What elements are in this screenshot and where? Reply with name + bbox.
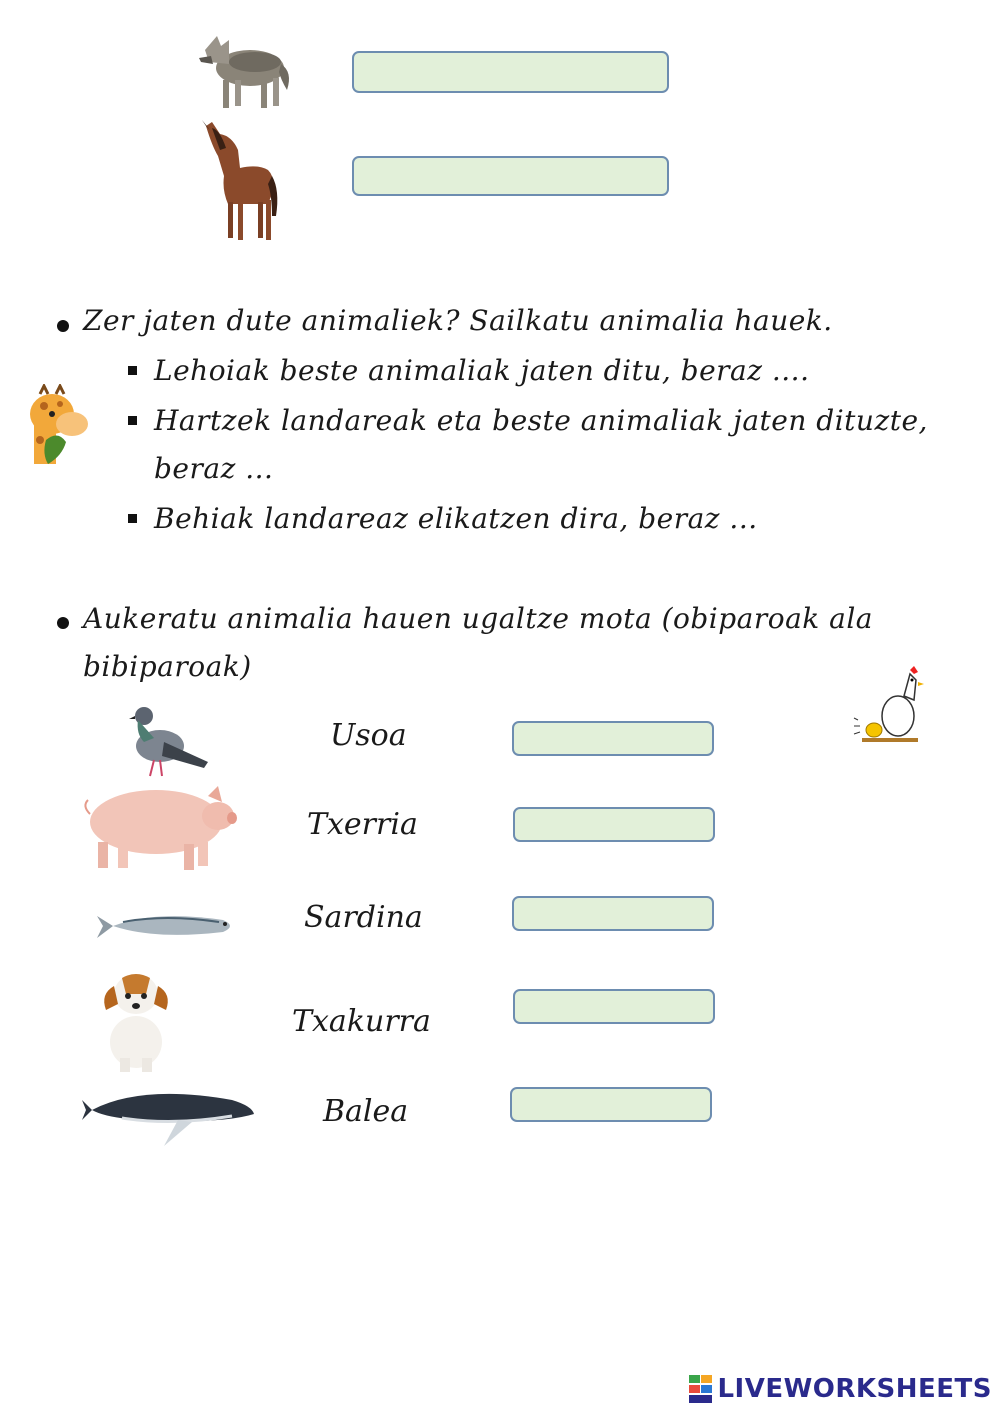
animal-label-txerria: Txerria (307, 807, 418, 842)
sardina-answer-box[interactable] (512, 896, 714, 931)
liveworksheets-text: LIVEWORKSHEETS (717, 1374, 992, 1404)
txerria-answer-input[interactable] (515, 809, 713, 840)
giraffe-icon (22, 384, 94, 474)
horse-icon (198, 120, 280, 244)
lws-badge-icon (689, 1375, 713, 1403)
horse-answer-box[interactable] (352, 156, 669, 196)
reproduction-question-line1: Aukeratu animalia hauen ugaltze mota (obiparoak ala (83, 602, 874, 635)
wolf-icon (195, 28, 295, 112)
whale-icon (82, 1080, 258, 1150)
pig-icon (80, 780, 238, 872)
diet-item-cow: Behiak landareaz elikatzen dira, beraz ... (154, 502, 758, 535)
animal-label-txakurra: Txakurra (292, 1004, 431, 1039)
usoa-answer-box[interactable] (512, 721, 714, 756)
balea-answer-box[interactable] (510, 1087, 712, 1122)
animal-label-sardina: Sardina (304, 900, 423, 935)
sub-bullet (128, 514, 137, 523)
txakurra-answer-input[interactable] (515, 991, 713, 1022)
diet-question: Zer jaten dute animaliek? Sailkatu animalia hauek. (83, 304, 833, 337)
pigeon-icon (124, 698, 210, 780)
diet-item-bear-cont: beraz ... (154, 452, 274, 485)
balea-answer-input[interactable] (512, 1089, 710, 1120)
sub-bullet (128, 366, 137, 375)
wolf-answer-input[interactable] (354, 53, 667, 91)
wolf-answer-box[interactable] (352, 51, 669, 93)
horse-answer-input[interactable] (354, 158, 667, 194)
liveworksheets-logo[interactable] (689, 1374, 992, 1404)
txakurra-answer-box[interactable] (513, 989, 715, 1024)
diet-item-bear: Hartzek landareak eta beste animaliak jaten dituzte, (154, 404, 928, 437)
sardina-answer-input[interactable] (514, 898, 712, 929)
bullet-point (57, 617, 69, 629)
sub-bullet (128, 416, 137, 425)
animal-label-balea: Balea (323, 1094, 409, 1129)
txerria-answer-box[interactable] (513, 807, 715, 842)
dog-icon (94, 964, 176, 1074)
diet-item-lion: Lehoiak beste animaliak jaten ditu, beraz .... (154, 354, 810, 387)
usoa-answer-input[interactable] (514, 723, 712, 754)
hen-egg-icon (852, 666, 924, 746)
animal-label-usoa: Usoa (330, 718, 407, 753)
sardine-icon (95, 906, 241, 946)
reproduction-question-line2: bibiparoak) (83, 650, 252, 683)
bullet-point (57, 320, 69, 332)
